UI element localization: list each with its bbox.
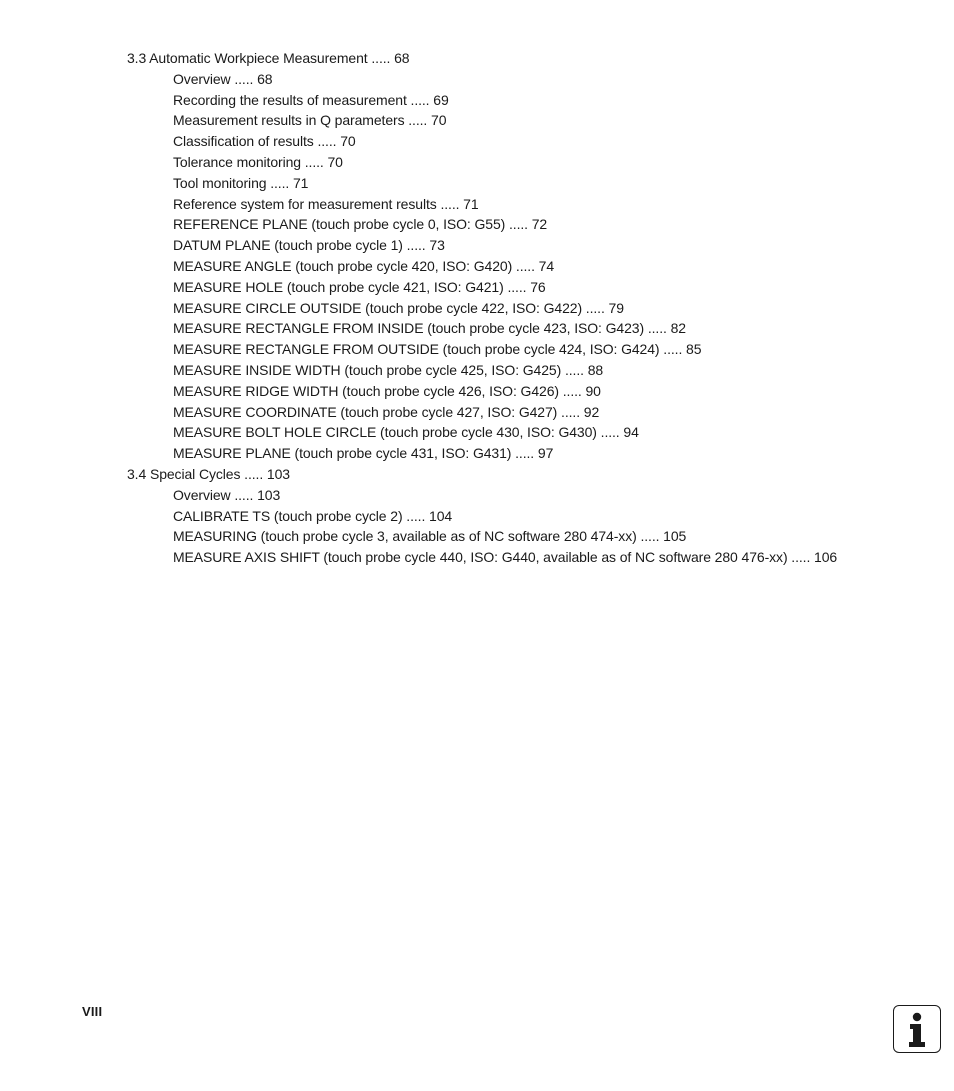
toc-entry[interactable]: Measurement results in Q parameters ..... 70 [173,112,447,129]
info-icon [893,1005,941,1053]
toc-entry[interactable]: Overview ..... 103 [173,486,281,503]
toc-entry[interactable]: MEASURE PLANE (touch probe cycle 431, ISO: G431) ..... 97 [173,445,554,462]
toc-entry[interactable]: MEASURE BOLT HOLE CIRCLE (touch probe cycle 430, ISO: G430) ..... 94 [173,424,639,441]
toc-entry[interactable]: MEASURE HOLE (touch probe cycle 421, ISO: G421) ..... 76 [173,278,546,295]
toc-entry[interactable]: MEASURE AXIS SHIFT (touch probe cycle 440, ISO: G440, available as of NC software 280 476-xx) ..... 106 [173,549,838,566]
toc-entry[interactable]: DATUM PLANE (touch probe cycle 1) ..... 73 [173,237,445,254]
toc-entry[interactable]: Classification of results ..... 70 [173,133,356,150]
toc-entry[interactable]: MEASURE RECTANGLE FROM INSIDE (touch probe cycle 423, ISO: G423) ..... 82 [173,320,686,337]
toc-entry[interactable]: Tool monitoring ..... 71 [173,174,309,191]
toc-entry[interactable]: MEASURE INSIDE WIDTH (touch probe cycle 425, ISO: G425) ..... 88 [173,361,604,378]
info-icon-glyph [894,1006,939,1051]
toc-entry[interactable]: Tolerance monitoring ..... 70 [173,153,343,170]
toc-section-heading[interactable]: 3.4 Special Cycles ..... 103 [127,465,290,482]
toc-entry[interactable]: MEASURE ANGLE (touch probe cycle 420, ISO: G420) ..... 74 [173,257,555,274]
toc-entry[interactable]: CALIBRATE TS (touch probe cycle 2) ..... 104 [173,507,453,524]
toc-entry[interactable]: MEASURE CIRCLE OUTSIDE (touch probe cycle 422, ISO: G422) ..... 79 [173,299,624,316]
toc-entry[interactable]: MEASURE RECTANGLE FROM OUTSIDE (touch probe cycle 424, ISO: G424) ..... 85 [173,341,702,358]
table-of-contents [127,48,934,568]
toc-entry[interactable]: Recording the results of measurement ..... 69 [173,91,449,108]
toc-section-heading[interactable]: 3.3 Automatic Workpiece Measurement ..... 68 [127,50,410,66]
page-number: VIII [82,1004,103,1019]
toc-entry[interactable]: Overview ..... 68 [173,70,273,87]
toc-entry[interactable]: MEASURE RIDGE WIDTH (touch probe cycle 426, ISO: G426) ..... 90 [173,382,601,399]
toc-entry[interactable]: MEASURE COORDINATE (touch probe cycle 427, ISO: G427) ..... 92 [173,403,600,420]
toc-entry[interactable]: REFERENCE PLANE (touch probe cycle 0, ISO: G55) ..... 72 [173,216,548,233]
toc-entry[interactable]: MEASURING (touch probe cycle 3, available as of NC software 280 474-xx) ..... 105 [173,528,687,545]
toc-entry[interactable]: Reference system for measurement results ..... 71 [173,195,479,212]
